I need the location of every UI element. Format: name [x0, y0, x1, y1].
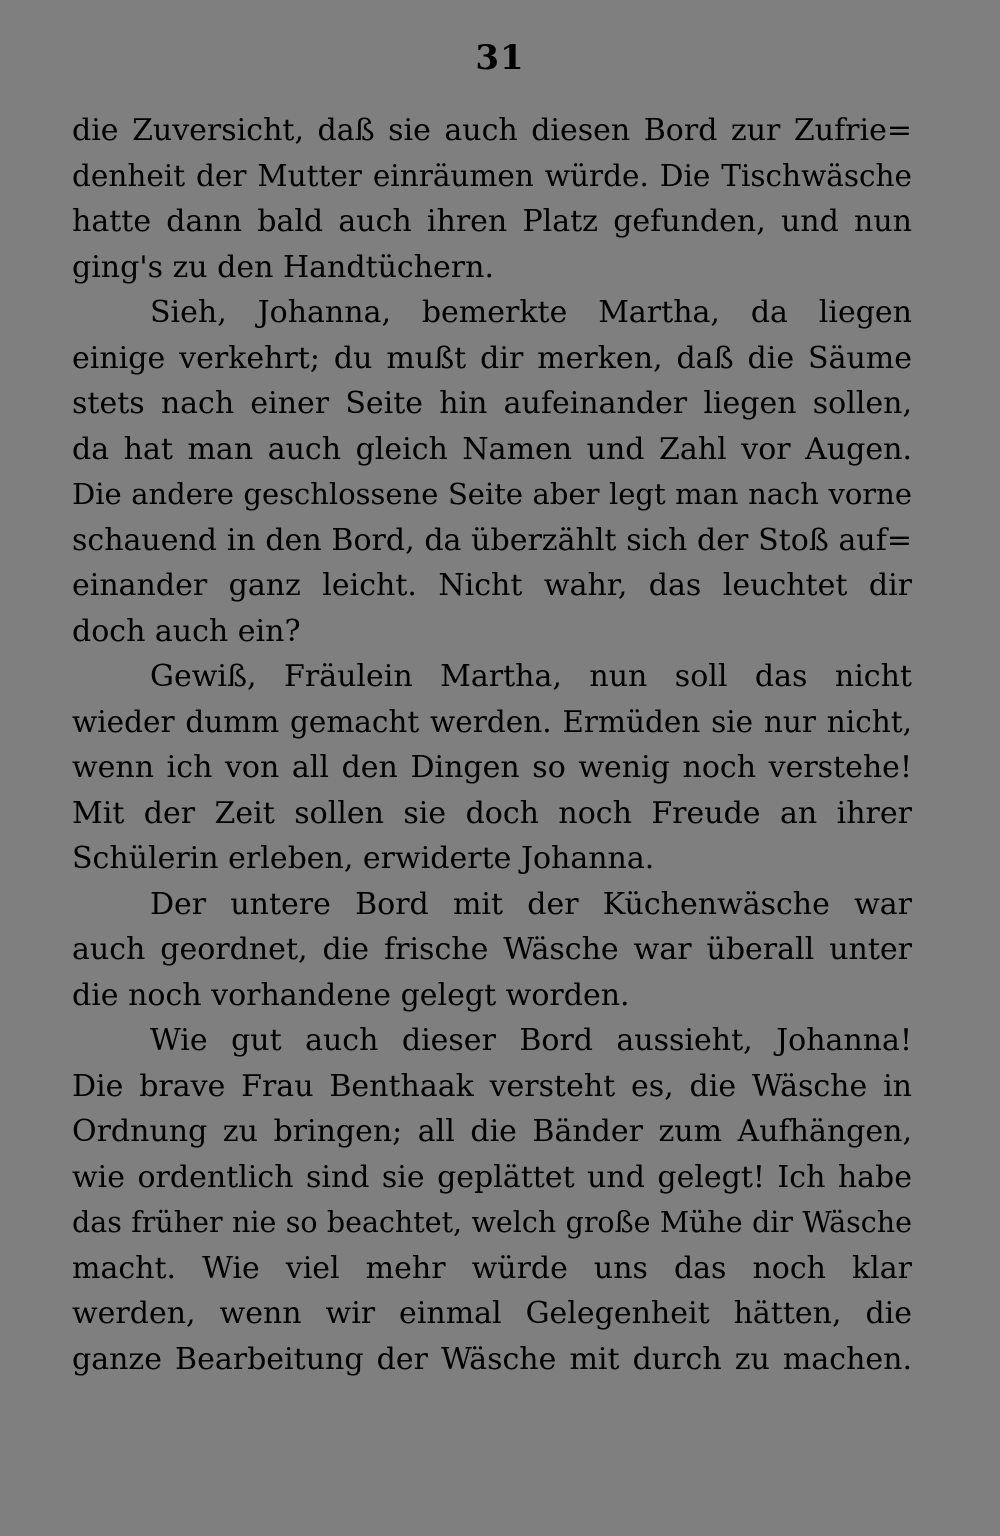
text-line: schauend in den Bord, da überzählt sich der Stoß auf= — [72, 522, 912, 558]
text-line: hatte dann bald auch ihren Platz gefunden, und nun — [72, 204, 912, 239]
paragraph-start-line: Gewiß, Fräulein Martha, nun soll das nicht — [150, 659, 912, 694]
text-line: wenn ich von all den Dingen so wenig noch verstehe! — [72, 750, 912, 785]
text-line: wie ordentlich sind sie geplättet und gelegt! Ich habe — [72, 1159, 912, 1195]
paragraph-start-line: Wie gut auch dieser Bord aussieht, Johanna! — [150, 1023, 912, 1058]
paragraph-start-line: Der untere Bord mit der Küchenwäsche war — [150, 886, 912, 922]
text-line: die Zuversicht, daß sie auch diesen Bord zur Zufrie= — [72, 113, 912, 148]
text-line: Mit der Zeit sollen sie doch noch Freude an ihrer — [72, 795, 912, 831]
text-line: werden, wenn wir einmal Gelegenheit hätten, die — [72, 1296, 912, 1331]
text-line: Ordnung zu bringen; all die Bänder zum Aufhängen, — [72, 1114, 912, 1149]
text-line: Schülerin erleben, erwiderte Johanna. — [72, 841, 655, 876]
text-line: denheit der Mutter einräumen würde. Die Tischwäsche — [72, 158, 912, 193]
text-line: stets nach einer Seite hin aufeinander liegen sollen, — [72, 386, 912, 421]
text-line: das früher nie so beachtet, welch große Mühe dir Wäsche — [72, 1206, 912, 1239]
text-line: macht. Wie viel mehr würde uns das noch klar — [72, 1250, 912, 1286]
paragraph-start-line: Sieh, Johanna, bemerkte Martha, da liegen — [150, 295, 912, 330]
text-line: da hat man auch gleich Namen und Zahl vor Augen. — [72, 431, 912, 467]
page-number: 31 — [475, 38, 525, 78]
text-line: Die andere geschlossene Seite aber legt man nach vorne — [72, 477, 912, 511]
text-line: auch geordnet, die frische Wäsche war überall unter — [72, 932, 912, 967]
body-text — [72, 108, 912, 1382]
text-line: wieder dumm gemacht werden. Ermüden sie nur nicht, — [72, 704, 912, 739]
text-line: Die brave Frau Benthaak versteht es, die Wäsche in — [72, 1068, 912, 1104]
text-line: doch auch ein? — [72, 613, 301, 649]
text-line: ging's zu den Handtüchern. — [72, 249, 495, 285]
text-line: einander ganz leicht. Nicht wahr, das leuchtet dir — [72, 568, 912, 603]
text-line: ganze Bearbeitung der Wäsche mit durch zu machen. — [72, 1341, 912, 1377]
text-line: die noch vorhandene gelegt worden. — [72, 977, 630, 1013]
text-line: einige verkehrt; du mußt dir merken, daß die Säume — [72, 340, 912, 376]
